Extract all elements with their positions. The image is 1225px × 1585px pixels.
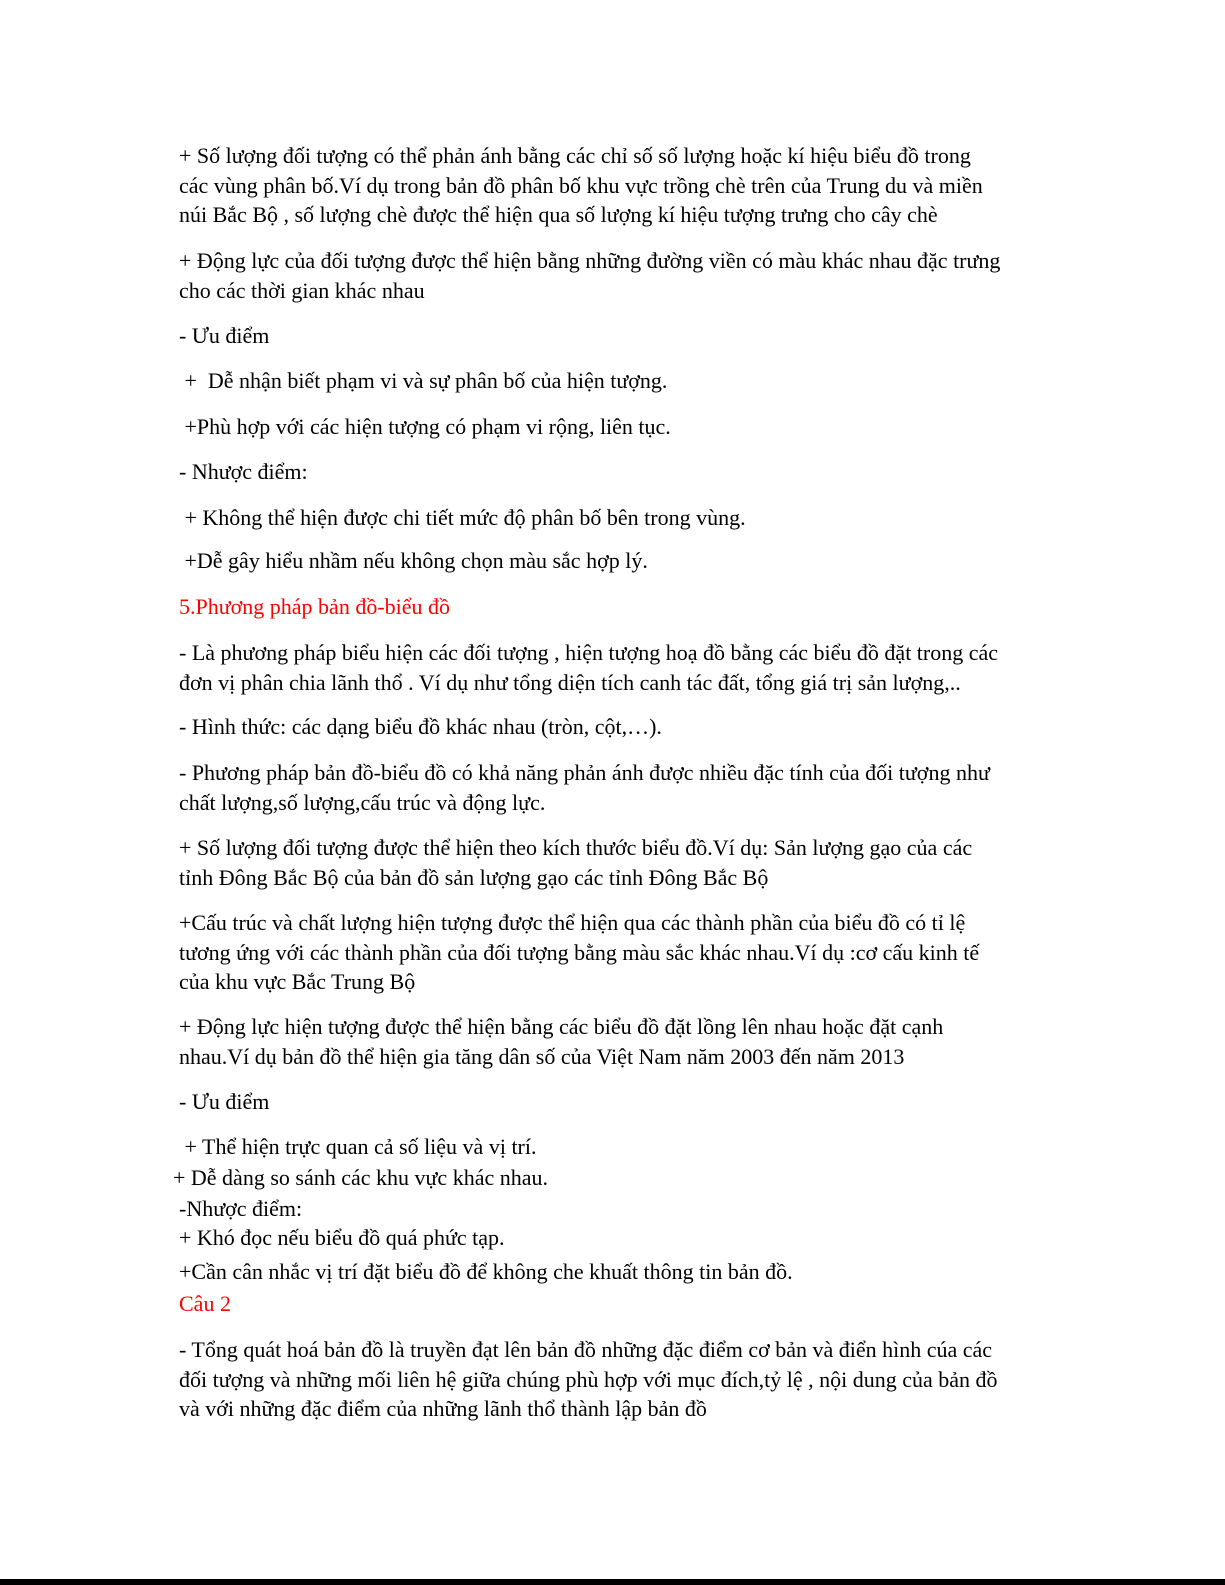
paragraph-dynamics-borders: + Động lực của đối tượng được thể hiện bằng những đường viền có màu khác nhau đặc trưng cho các thời gian khác nhau — [179, 248, 1001, 303]
disadvantage-item: +Dễ gây hiểu nhầm nếu không chọn màu sắc hợp lý. — [179, 548, 648, 573]
paragraph-method-capability: - Phương pháp bản đồ-biểu đồ có khả năng phản ánh được nhiều đặc tính của đối tượng như chất lượng,số lượng,cấu trúc và động lực. — [179, 760, 990, 815]
advantages-label: - Ưu điểm — [179, 323, 270, 348]
paragraph-form: - Hình thức: các dạng biểu đồ khác nhau (tròn, cột,…). — [179, 714, 662, 739]
disadvantage-item: + Khó đọc nếu biểu đồ quá phức tạp. — [179, 1225, 505, 1250]
advantage-item: + Dễ dàng so sánh các khu vực khác nhau. — [173, 1165, 548, 1190]
disadvantages-label: -Nhược điểm: — [179, 1196, 303, 1221]
disadvantages-label: - Nhược điểm: — [179, 459, 308, 484]
paragraph-structure-quality: +Cấu trúc và chất lượng hiện tượng được thể hiện qua các thành phần của biểu đồ có tỉ lệ tương ứng với các thành phần của đối tượng bằng màu sắc khác nhau.Ví dụ :cơ cấu kinh tế của khu vực Bắc Trung Bộ — [179, 910, 980, 994]
advantage-item: + Thể hiện trực quan cả số liệu và vị trí. — [179, 1134, 537, 1159]
paragraph-quantity-symbols: + Số lượng đối tượng có thể phản ánh bằng các chỉ số số lượng hoặc kí hiệu biểu đồ trong các vùng phân bố.Ví dụ trong bản đồ phân bố khu vực trồng chè trên của Trung du và miền núi Bắc Bộ , số lượng chè được thể hiện qua số lượng kí hiệu tượng trưng cho cây chè — [179, 143, 983, 227]
advantage-item: +Phù hợp với các hiện tượng có phạm vi rộng, liên tục. — [179, 414, 671, 439]
disadvantage-item: +Cần cân nhắc vị trí đặt biểu đồ để không che khuất thông tin bản đồ. — [179, 1259, 793, 1284]
advantage-item: + Dễ nhận biết phạm vi và sự phân bố của hiện tượng. — [179, 368, 668, 393]
paragraph-quantity-size: + Số lượng đối tượng được thể hiện theo kích thước biểu đồ.Ví dụ: Sản lượng gạo của các tỉnh Đông Bắc Bộ của bản đồ sản lượng gạo các tỉnh Đông Bắc Bộ — [179, 835, 973, 890]
paragraph-method-definition: - Là phương pháp biểu hiện các đối tượng , hiện tượng hoạ đồ bằng các biểu đồ đặt trong các đơn vị phân chia lãnh thổ . Ví dụ như tổng diện tích canh tác đất, tổng giá trị sản lượng,.. — [179, 640, 999, 695]
question-heading-cau-2: Câu 2 — [179, 1291, 231, 1316]
paragraph-generalization-definition: - Tổng quát hoá bản đồ là truyền đạt lên bản đồ những đặc điểm cơ bản và điển hình cúa các đối tượng và những mối liên hệ giữa chúng phù hợp với mục đích,tỷ lệ , nội dung của bản đồ và với những đặc điểm của những lãnh thổ thành lập bản đồ — [179, 1337, 998, 1421]
page-bottom-border — [0, 1579, 1225, 1585]
advantages-label: - Ưu điểm — [179, 1089, 270, 1114]
disadvantage-item: + Không thể hiện được chi tiết mức độ phân bố bên trong vùng. — [179, 505, 746, 530]
paragraph-dynamics-overlay: + Động lực hiện tượng được thể hiện bằng các biểu đồ đặt lồng lên nhau hoặc đặt cạnh nhau.Ví dụ bản đồ thể hiện gia tăng dân số của Việt Nam năm 2003 đến năm 2013 — [179, 1014, 944, 1069]
section-heading-map-chart-method: 5.Phương pháp bản đồ-biểu đồ — [179, 594, 451, 619]
